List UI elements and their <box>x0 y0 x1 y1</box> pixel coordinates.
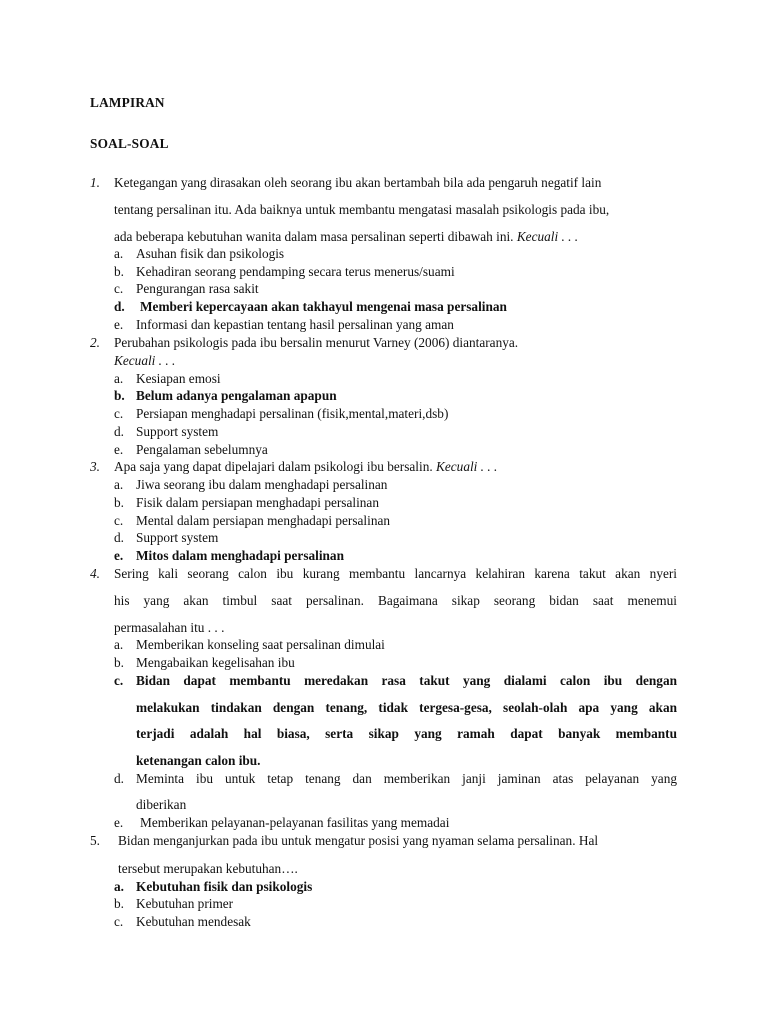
option-text: Kehadiran seorang pendamping secara terus menerus/suami <box>136 264 455 279</box>
option-text: Kebutuhan mendesak <box>136 914 251 929</box>
option-text: Meminta ibu untuk tetap tenang dan memberikan janji jaminan atas pelayanan yang <box>136 771 677 786</box>
option-letter: b. <box>114 896 124 911</box>
option-letter-answer: e. <box>114 548 124 563</box>
question-line-text: ada beberapa kebutuhan wanita dalam masa persalinan seperti dibawah ini. <box>114 229 514 244</box>
question-line: tentang persalinan itu. Ada baiknya untuk membantu mengatasi masalah psikologis pada ibu, <box>114 202 610 217</box>
option-text-answer: ketenangan calon ibu. <box>136 753 261 768</box>
question-line: his yang akan timbul saat persalinan. Bagaimana sikap seorang bidan saat menemui <box>114 593 677 608</box>
option-text: Pengurangan rasa sakit <box>136 281 259 296</box>
except-label: Kecuali . . . <box>516 229 579 244</box>
option-text-answer: Mitos dalam menghadapi persalinan <box>136 548 344 563</box>
option-letter: d. <box>114 530 124 545</box>
question-line: permasalahan itu . . . <box>114 620 225 635</box>
heading-soal: SOAL-SOAL <box>90 136 169 151</box>
option-letter: b. <box>114 495 124 510</box>
option-text-answer: melakukan tindakan dengan tenang, tidak tergesa-gesa, seolah-olah apa yang akan <box>136 700 677 715</box>
option-letter: d. <box>114 771 124 786</box>
option-letter: c. <box>114 281 124 296</box>
option-text-answer: Bidan dapat membantu meredakan rasa takut yang dialami calon ibu dengan <box>136 673 677 688</box>
question-number: 5. <box>90 833 100 848</box>
question-line: Ketegangan yang dirasakan oleh seorang ibu akan bertambah bila ada pengaruh negatif lain <box>114 175 602 190</box>
option-text: Mengabaikan kegelisahan ibu <box>136 655 295 670</box>
option-letter-answer: c. <box>114 673 124 688</box>
option-text: Asuhan fisik dan psikologis <box>136 246 285 261</box>
question-line: Bidan menganjurkan pada ibu untuk mengatur posisi yang nyaman selama persalinan. Hal <box>118 833 599 848</box>
option-text: Informasi dan kepastian tentang hasil persalinan yang aman <box>136 317 454 332</box>
heading-lampiran: LAMPIRAN <box>90 95 165 110</box>
option-letter: a. <box>114 371 124 386</box>
option-letter: a. <box>114 637 124 652</box>
option-text: Mental dalam persiapan menghadapi persalinan <box>136 513 391 528</box>
option-text: Memberikan pelayanan-pelayanan fasilitas yang memadai <box>140 815 450 830</box>
option-letter: a. <box>114 246 124 261</box>
question-line <box>114 229 677 245</box>
option-letter: c. <box>114 914 124 929</box>
question-number: 1. <box>90 175 100 190</box>
option-text: Kebutuhan primer <box>136 896 234 911</box>
option-text: Kesiapan emosi <box>136 371 221 386</box>
option-text-answer: Memberi kepercayaan akan takhayul mengenai masa persalinan <box>140 299 507 314</box>
option-letter: e. <box>114 317 124 332</box>
option-text: Support system <box>136 530 219 545</box>
question-number: 2. <box>90 335 100 350</box>
option-text: Persiapan menghadapi persalinan (fisik,mental,materi,dsb) <box>136 406 449 421</box>
question-line: Sering kali seorang calon ibu kurang membantu lancarnya kelahiran karena takut akan nyeri <box>114 566 677 581</box>
option-letter: d. <box>114 424 124 439</box>
question-number: 4. <box>90 566 100 581</box>
option-letter-answer: a. <box>114 879 124 894</box>
option-letter: e. <box>114 442 124 457</box>
question-line <box>114 459 677 475</box>
except-label: Kecuali . . . <box>114 353 176 368</box>
question-line-text: Apa saja yang dapat dipelajari dalam psikologi ibu bersalin. <box>114 459 433 474</box>
option-text: Memberikan konseling saat persalinan dimulai <box>136 637 385 652</box>
option-text: Jiwa seorang ibu dalam menghadapi persalinan <box>136 477 388 492</box>
option-letter: b. <box>114 655 124 670</box>
option-letter: c. <box>114 513 124 528</box>
option-text-answer: Belum adanya pengalaman apapun <box>136 388 337 403</box>
question-number: 3. <box>90 459 100 474</box>
option-letter-answer: d. <box>114 299 125 314</box>
option-letter: b. <box>114 264 124 279</box>
option-text-answer: Kebutuhan fisik dan psikologis <box>136 879 313 894</box>
question-line: tersebut merupakan kebutuhan…. <box>118 861 298 876</box>
option-letter: c. <box>114 406 124 421</box>
option-text-answer: terjadi adalah hal biasa, serta sikap yang ramah dapat banyak membantu <box>136 726 677 741</box>
question-line: Perubahan psikologis pada ibu bersalin menurut Varney (2006) diantaranya. <box>114 335 519 350</box>
option-letter: a. <box>114 477 124 492</box>
option-letter: e. <box>114 815 124 830</box>
option-text: Pengalaman sebelumnya <box>136 442 268 457</box>
option-text: diberikan <box>136 797 187 812</box>
option-letter-answer: b. <box>114 388 125 403</box>
option-text: Support system <box>136 424 219 439</box>
except-label: Kecuali . . . <box>436 459 498 474</box>
option-text: Fisik dalam persiapan menghadapi persalinan <box>136 495 379 510</box>
